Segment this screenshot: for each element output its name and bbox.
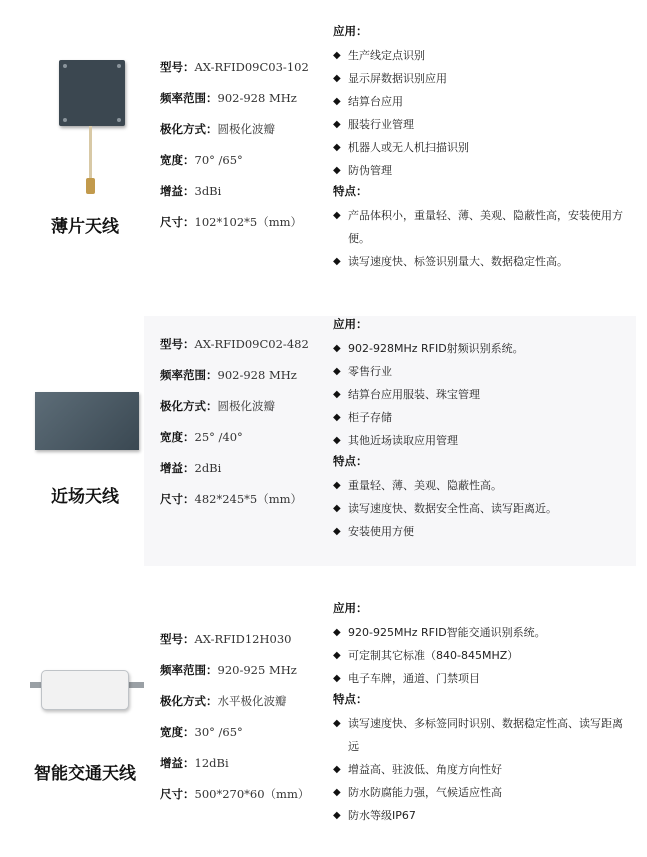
spec-list <box>160 631 330 817</box>
spec-size: 尺寸：500*270*60（mm） <box>160 787 310 801</box>
application-item: ◆ 可定制其它标准（840-845MHZ） <box>333 644 633 667</box>
traffic-antenna-image <box>30 572 140 772</box>
spec-size: 尺寸：102*102*5（mm） <box>160 215 303 229</box>
spec-width: 宽度：25° /40° <box>160 430 243 444</box>
product-name: 智能交通天线 <box>34 764 136 784</box>
feature-item: ◆ 读写速度快、多标签同时识别、数据稳定性高、读写距离远 <box>333 712 633 758</box>
features-heading: 特点： <box>333 454 368 468</box>
near-field-panel-antenna-icon <box>35 392 139 450</box>
feature-item: ◆ 读写速度快、标签识别量大、数据稳定性高。 <box>333 250 633 273</box>
thin-panel-antenna-icon <box>59 60 125 126</box>
product-thin-antenna <box>0 0 647 288</box>
features-heading: 特点： <box>333 184 368 198</box>
spec-polarization: 极化方式：圆极化波瓣 <box>160 399 275 413</box>
thin-antenna-image <box>30 0 140 200</box>
application-item: ◆ 生产线定点识别 <box>333 44 633 67</box>
applications-heading: 应用： <box>333 317 368 331</box>
spec-list <box>160 336 330 522</box>
feature-column <box>333 22 633 273</box>
feature-item: ◆ 重量轻、薄、美观、隐蔽性高。 <box>333 474 633 497</box>
application-item: ◆ 920-925MHz RFID智能交通识别系统。 <box>333 621 633 644</box>
spec-model: 型号：AX-RFID09C02-482 <box>160 337 309 351</box>
product-name: 近场天线 <box>51 487 119 507</box>
spec-size: 尺寸：482*245*5（mm） <box>160 492 303 506</box>
feature-item: ◆ 产品体积小，重量轻、薄、美观、隐蔽性高，安装使用方便。 <box>333 204 633 250</box>
applications-heading: 应用： <box>333 24 368 38</box>
spec-frequency: 频率范围：902-928 MHz <box>160 368 297 382</box>
feature-item: ◆ 读写速度快、数据安全性高、读写距离近。 <box>333 497 633 520</box>
feature-item: ◆ 增益高、驻波低、角度方向性好 <box>333 758 633 781</box>
feature-column <box>333 599 633 827</box>
spec-polarization: 极化方式：水平极化波瓣 <box>160 694 287 708</box>
product-name: 薄片天线 <box>51 217 119 237</box>
feature-column <box>333 315 633 543</box>
application-item: ◆ 柜子存储 <box>333 406 633 429</box>
product-near-field-antenna <box>0 288 647 572</box>
spec-gain: 增益：2dBi <box>160 461 222 475</box>
application-item: ◆ 其他近场读取应用管理 <box>333 429 633 452</box>
cable-icon <box>89 126 92 181</box>
features-heading: 特点： <box>333 692 368 706</box>
feature-item: ◆ 安装使用方便 <box>333 520 633 543</box>
spec-width: 宽度：70° /65° <box>160 153 243 167</box>
applications-heading: 应用： <box>333 601 368 615</box>
product-traffic-antenna <box>0 572 647 857</box>
spec-list <box>160 59 330 245</box>
spec-gain: 增益：3dBi <box>160 184 222 198</box>
spec-polarization: 极化方式：圆极化波瓣 <box>160 122 275 136</box>
spec-model: 型号：AX-RFID12H030 <box>160 632 292 646</box>
application-item: ◆ 结算台应用服装、珠宝管理 <box>333 383 633 406</box>
feature-item: ◆ 防水防腐能力强，气候适应性高 <box>333 781 633 804</box>
near-field-antenna-image <box>30 288 140 488</box>
spec-frequency: 频率范围：920-925 MHz <box>160 663 297 677</box>
traffic-antenna-icon <box>41 670 129 710</box>
spec-width: 宽度：30° /65° <box>160 725 243 739</box>
application-item: ◆ 服装行业管理 <box>333 113 633 136</box>
application-item: ◆ 机器人或无人机扫描识别 <box>333 136 633 159</box>
application-item: ◆ 防伪管理 <box>333 159 633 182</box>
spec-gain: 增益：12dBi <box>160 756 229 770</box>
connector-icon <box>86 178 95 194</box>
spec-frequency: 频率范围：902-928 MHz <box>160 91 297 105</box>
feature-item: ◆ 防水等级IP67 <box>333 804 633 827</box>
application-item: ◆ 显示屏数据识别应用 <box>333 67 633 90</box>
application-item: ◆ 结算台应用 <box>333 90 633 113</box>
application-item: ◆ 902-928MHz RFID射频识别系统。 <box>333 337 633 360</box>
application-item: ◆ 零售行业 <box>333 360 633 383</box>
application-item: ◆ 电子车牌，通道、门禁项目 <box>333 667 633 690</box>
spec-model: 型号：AX-RFID09C03-102 <box>160 60 309 74</box>
